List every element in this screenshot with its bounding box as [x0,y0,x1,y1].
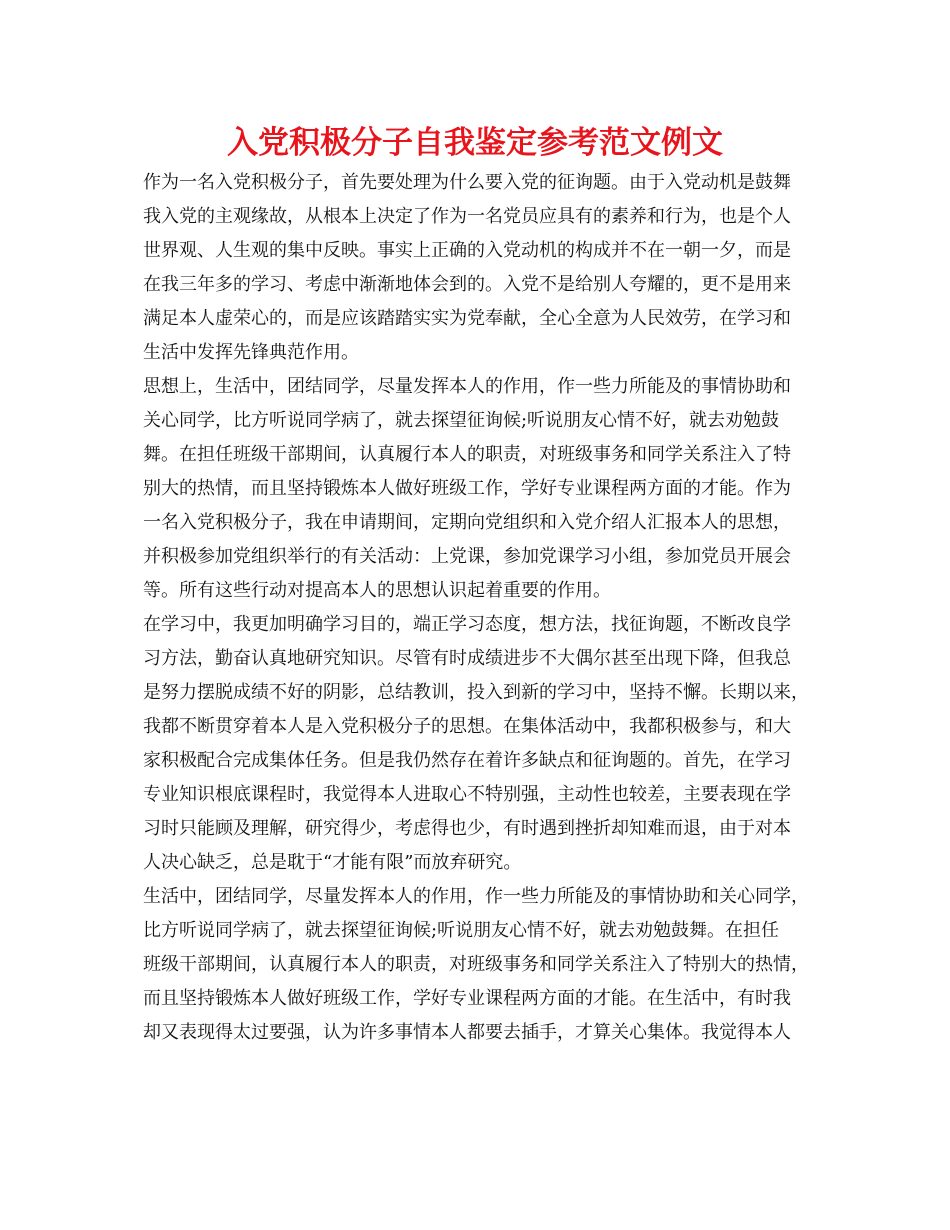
paragraph-line: 生活中，团结同学，尽量发挥本人的作用，作一些力所能及的事情协助和关心同学， [143,886,809,907]
document-body [143,166,823,1050]
paragraph-line: 世界观、人生观的集中反映。事实上正确的入党动机的构成并不在一朝一夕，而是 [143,240,791,261]
paragraph-line: 比方听说同学病了，就去探望征询候;听说朋友心情不好，就去劝勉鼓舞。在担任 [143,920,780,941]
paragraph-line: 专业知识根底课程时，我觉得本人进取心不特别强，主动性也较差，主要表现在学 [143,784,791,805]
paragraph-line: 思想上，生活中，团结同学，尽量发挥本人的作用，作一些力所能及的事情协助和 [143,376,791,397]
paragraph-line: 我都不断贯穿着本人是入党积极分子的思想。在集体活动中，我都积极参与，和大 [143,716,791,737]
paragraph-line: 作为一名入党积极分子，首先要处理为什么要入党的征询题。由于入党动机是鼓舞 [143,172,791,193]
paragraph-line: 是努力摆脱成绩不好的阴影，总结教训，投入到新的学习中，坚持不懈。长期以来， [143,682,809,703]
paragraph-line: 在学习中，我更加明确学习目的，端正学习态度，想方法，找征询题，不断改良学 [143,614,791,635]
paragraph-line: 习方法，勤奋认真地研究知识。尽管有时成绩进步不大偶尔甚至出现下降，但我总 [143,648,791,669]
paragraph-line: 却又表现得太过要强，认为许多事情本人都要去插手，才算关心集体。我觉得本人 [143,1022,791,1043]
document-title: 入党积极分子自我鉴定参考范文例文 [227,125,723,161]
paragraph-line: 满足本人虚荣心的，而是应该踏踏实实为党奉献，全心全意为人民效劳，在学习和 [143,308,791,329]
paragraph-line: 等。所有这些行动对提高本人的思想认识起着重要的作用。 [143,580,611,601]
paragraph-line: 而且坚持锻炼本人做好班级工作，学好专业课程两方面的才能。在生活中，有时我 [143,988,791,1009]
paragraph [143,608,823,880]
paragraph-line: 习时只能顾及理解，研究得少，考虑得也少，有时遇到挫折却知难而退，由于对本 [143,818,791,839]
paragraph-line: 一名入党积极分子，我在申请期间，定期向党组织和入党介绍人汇报本人的思想， [143,512,791,533]
paragraph-line: 并积极参加党组织举行的有关活动：上党课，参加党课学习小组，参加党员开展会 [143,546,791,567]
paragraph-line: 家积极配合完成集体任务。但是我仍然存在着许多缺点和征询题的。首先，在学习 [143,750,791,771]
paragraph-line: 人决心缺乏，总是耽于“才能有限”而放弃研究。 [143,852,522,873]
paragraph-line: 舞。在担任班级干部期间，认真履行本人的职责，对班级事务和同学关系注入了特 [143,444,791,465]
paragraph-line: 关心同学，比方听说同学病了，就去探望征询候;听说朋友心情不好，就去劝勉鼓 [143,410,780,431]
paragraph-line: 在我三年多的学习、考虑中渐渐地体会到的。入党不是给别人夸耀的，更不是用来 [143,274,791,295]
paragraph-line: 别大的热情，而且坚持锻炼本人做好班级工作，学好专业课程两方面的才能。作为 [143,478,791,499]
paragraph-line: 生活中发挥先锋典范作用。 [143,342,359,363]
paragraph [143,166,823,370]
paragraph [143,370,823,608]
paragraph-line: 班级干部期间，认真履行本人的职责，对班级事务和同学关系注入了特别大的热情， [143,954,809,975]
paragraph-line: 我入党的主观缘故，从根本上决定了作为一名党员应具有的素养和行为，也是个人 [143,206,791,227]
paragraph [143,880,823,1050]
